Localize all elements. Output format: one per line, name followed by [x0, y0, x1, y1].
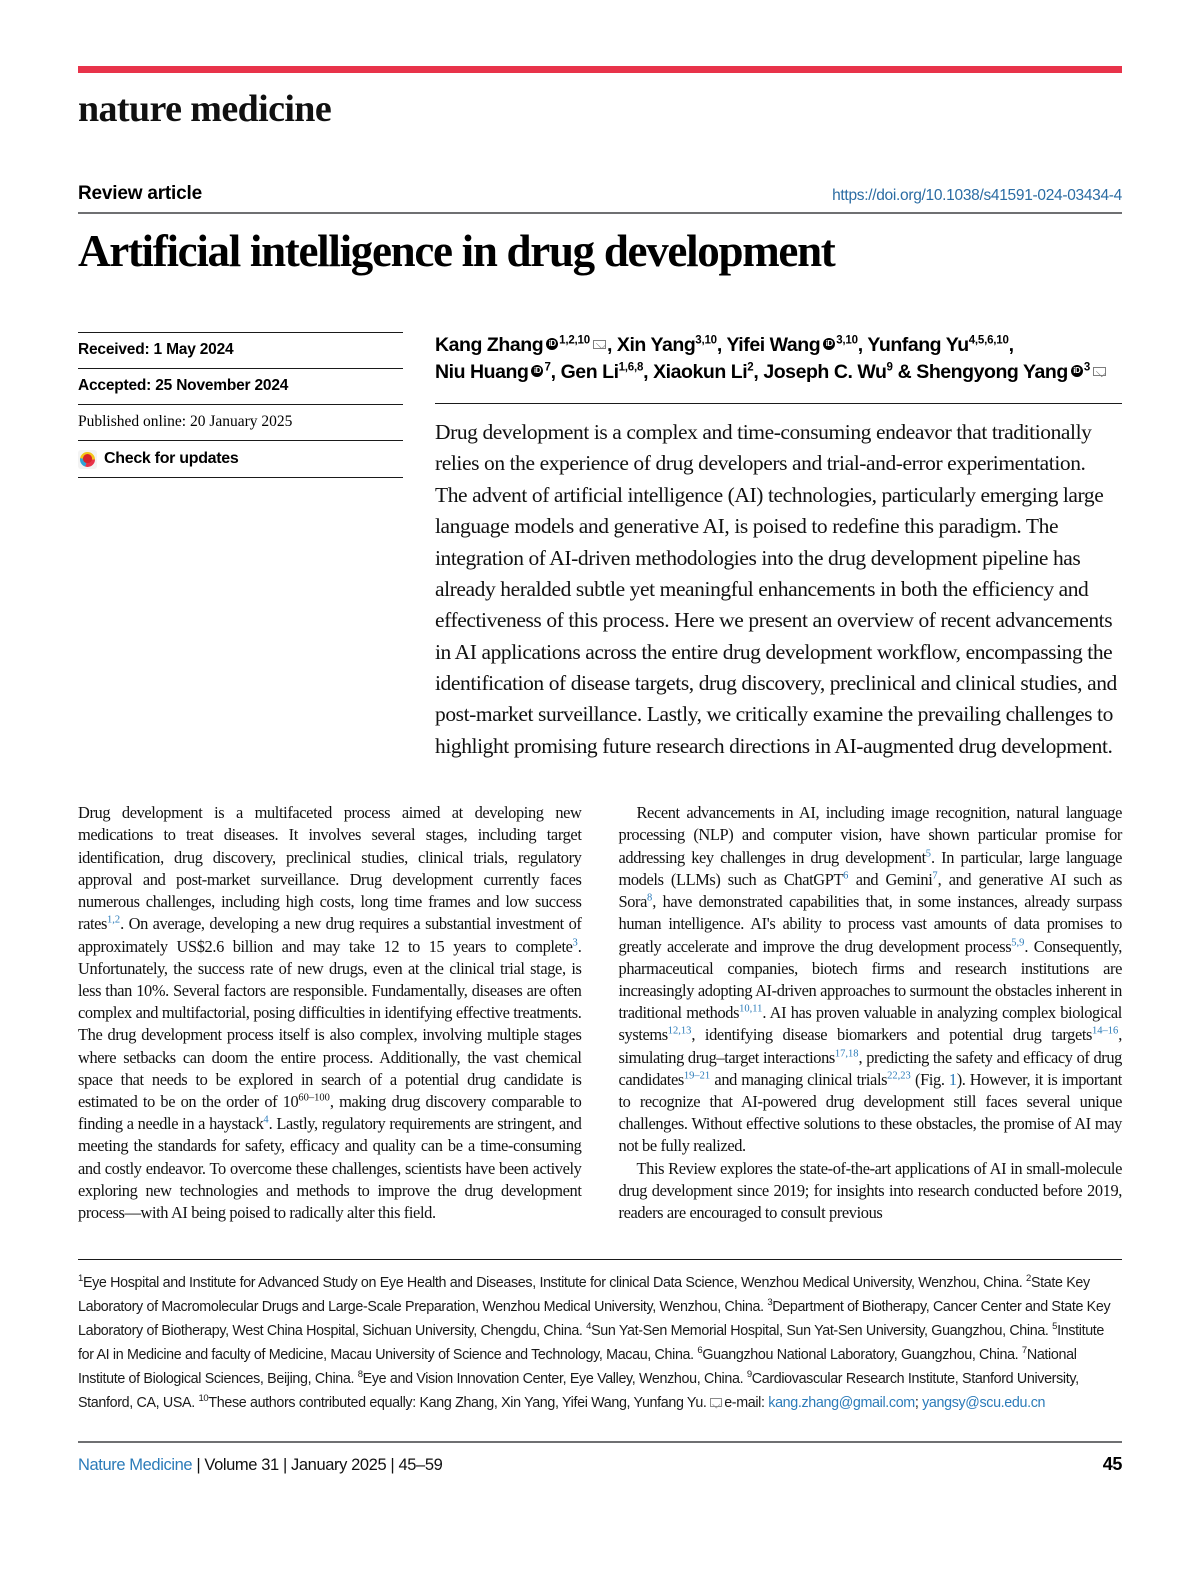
orcid-icon[interactable] [546, 338, 558, 350]
affil-marker: 8 [357, 1369, 363, 1381]
email-icon[interactable] [593, 340, 606, 349]
affil-marker: 6 [697, 1345, 703, 1357]
citation-ref[interactable]: 17,18 [834, 1048, 859, 1060]
citation-ref[interactable]: 3 [572, 937, 578, 949]
footer-volume-info: | Volume 31 | January 2025 | 45–59 [192, 1455, 443, 1474]
affil-marker: 2 [1026, 1273, 1031, 1285]
affil-marker: 9 [746, 1369, 752, 1381]
author-name: Niu Huang [435, 361, 529, 384]
text-run: . Consequently, pharmaceutical companies, biotech firms and research institutions are increasingly adopting AI-driven approaches to surmount the obstacles inherent in traditional methods [618, 936, 1122, 1023]
page-number: 45 [1102, 1453, 1122, 1474]
footer-divider [78, 1441, 1122, 1443]
text-run: , making drug discovery comparable to finding a needle in a haystack [78, 1092, 582, 1134]
affil-marker: 3 [767, 1297, 773, 1309]
author-affil-sup: 1,6,8 [618, 361, 644, 374]
text-run: , and generative AI such as Sora [618, 869, 1122, 912]
text-run: and Gemini [848, 869, 933, 889]
citation-ref[interactable]: 12,13 [667, 1025, 692, 1037]
header-divider [78, 212, 1122, 214]
author-affil-sup: 7 [544, 361, 551, 374]
affiliation-item: National Institute of Biological Sciences, Beijing, China. [78, 1346, 1077, 1387]
paragraph [78, 802, 582, 1224]
article-type-row [78, 183, 1122, 205]
citation-ref[interactable]: 19–21 [683, 1070, 711, 1082]
footer-journal-name: Nature Medicine [78, 1455, 193, 1474]
email-icon [710, 1398, 722, 1407]
author-name: , Xiaokun Li [643, 361, 748, 384]
text-run: Drug development is a multifaceted process aimed at developing new medications to treat diseases. It involves several stages, including target identification, drug discovery, preclinical studies, clinical trials, regulatory approval and post-market surveillance. Drug development currently faces numerous challenges, including high costs, long time frames and low success rates [78, 803, 582, 934]
author-affil-sup: 4,5,6,10 [968, 334, 1009, 347]
brand-rule [78, 66, 1122, 73]
crossmark-icon [78, 450, 97, 469]
affiliation-item: Institute for AI in Medicine and faculty of Medicine, Macau University of Science and Technology, Macau, China. [78, 1322, 1105, 1363]
published-date: Published online: 20 January 2025 [78, 404, 403, 440]
orcid-icon[interactable] [823, 338, 835, 350]
author-affil-sup: 1,2,10 [559, 334, 590, 347]
affil-marker: 1 [78, 1273, 83, 1285]
text-run: , identifying disease biomarkers and potential drug targets [691, 1025, 1093, 1045]
citation-ref[interactable]: 5 [925, 848, 932, 860]
abstract-divider [435, 403, 1122, 404]
affil-marker: 4 [586, 1321, 592, 1333]
exponent: 60–100 [298, 1092, 330, 1104]
email-label: e-mail: [724, 1394, 769, 1411]
text-run: . On average, developing a new drug requires a substantial investment of approximately US$2.6 billion and may take 12 to 15 years to complete [78, 914, 582, 956]
email-icon[interactable] [1093, 367, 1106, 376]
text-run: ). However, it is important to recognize that AI-powered drug development still faces several unique challenges. Without effective solutions to these obstacles, the promise of AI may not be fully realized. [618, 1069, 1122, 1156]
meta-abstract-section [78, 332, 1122, 763]
body-column-right [619, 802, 1123, 1224]
page-content [78, 0, 1122, 1475]
text-run: . Lastly, regulatory requirements are stringent, and meeting the standards for safety, efficacy and quality can be a time-consuming and costly endeavor. To overcome these challenges, scientists have been actively exploring new technologies and methods to improve the drug development process—with AI being poised to radically alter this field. [78, 1114, 582, 1223]
affiliation-item: State Key Laboratory of Macromolecular Drugs and Large-Scale Preparation, Wenzhou Medical University, Wenzhou, China. [78, 1275, 1090, 1316]
text-run: Recent advancements in AI, including image recognition, natural language processing (NLP) and computer vision, have shown particular promise for addressing key challenges in drug development [618, 803, 1122, 867]
figure-link[interactable]: 1 [948, 1069, 957, 1089]
citation-ref[interactable]: 4 [263, 1114, 269, 1126]
citation-ref[interactable]: 10,11 [739, 1003, 763, 1015]
author-name: , Yifei Wang [716, 333, 821, 356]
affiliations-block [78, 1271, 1122, 1415]
citation-ref[interactable]: 6 [843, 870, 849, 882]
orcid-icon[interactable] [531, 365, 543, 377]
body-column-left [78, 802, 582, 1224]
body-columns [78, 802, 1122, 1224]
abstract-text: Drug development is a complex and time-consuming endeavor that traditionally relies on the experience of drug developers and trial-and-error experimentation. The advent of artificial intelligence (AI) technologies, particularly emerging large language models and generative AI, is poised to redefine this paradigm. The integration of AI-driven methodologies into the drug development pipeline has already heralded subtle yet meaningful enhancements in both the efficiency and effectiveness of this process. Here we present an overview of recent advancements in AI applications across the entire drug development workflow, encompassing the identification of disease targets, drug discovery, preclinical and clinical studies, and post-market surveillance. Lastly, we critically examine the prevailing challenges to highlight promising future research directions in AI-augmented drug development. [435, 420, 1117, 758]
abstract-column [403, 332, 1122, 763]
author-list [435, 332, 1122, 387]
affiliation-item: Eye and Vision Innovation Center, Eye Valley, Wenzhou, China. [362, 1370, 747, 1387]
check-for-updates-label: Check for updates [104, 450, 239, 468]
citation-ref[interactable]: 14–16 [1092, 1025, 1119, 1037]
author-name: , Joseph C. Wu [753, 361, 887, 384]
affiliation-item: Sun Yat-Sen Memorial Hospital, Sun Yat-Sen University, Guangzhou, China. [591, 1322, 1053, 1339]
paragraph [619, 802, 1123, 1158]
text-run: . AI has proven valuable in analyzing complex biological systems [618, 1003, 1122, 1045]
author-affil-sup: 3,10 [836, 334, 858, 347]
affiliation-item: Eye Hospital and Institute for Advanced Study on Eye Health and Diseases, Institute for clinical Data Science, Wenzhou Medical University, Wenzhou, China. [82, 1275, 1027, 1292]
text-run: . Unfortunately, the success rate of new drugs, even at the clinical trial stage, is less than 10%. Several factors are responsible. Fundamentally, diseases are often complex and multifactorial, posing difficulties in identifying effective treatments. The drug development process itself is also complex, involving multiple stages where setbacks can doom the entire process. Additionally, the vast chemical space that needs to be explored in search of a potential drug candidate is estimated to be on the order of 10 [78, 936, 582, 1112]
citation-ref[interactable]: 7 [932, 870, 938, 882]
accepted-date: Accepted: 25 November 2024 [78, 368, 403, 404]
affil-marker: 7 [1021, 1345, 1027, 1357]
author-name: , Yunfang Yu [857, 333, 969, 356]
text-run: , have demonstrated capabilities that, in some instances, already surpass human intelligence. AI's ability to process vast amounts of data promises to greatly accelerate and improve the drug development process [618, 892, 1122, 956]
citation-ref[interactable]: 5,9 [1011, 937, 1025, 949]
text-run: and managing clinical trials [710, 1069, 888, 1089]
text-run: . In particular, large language models (LLMs) such as ChatGPT [618, 847, 1123, 889]
author-name: & Shengyong Yang [892, 361, 1068, 384]
author-name: , Xin Yang [606, 333, 696, 356]
footer-citation [78, 1456, 442, 1475]
journal-masthead: nature medicine [78, 88, 332, 130]
author-name: Kang Zhang [435, 333, 544, 356]
email-link-secondary[interactable]: yangsy@scu.edu.cn [922, 1394, 1046, 1411]
text-run: , simulating drug–target interactions [618, 1025, 1122, 1067]
citation-ref[interactable]: 8 [647, 892, 653, 904]
article-type-label: Review article [78, 183, 202, 204]
author-affil-sup: 3,10 [695, 334, 717, 347]
paragraph: This Review explores the state-of-the-art applications of AI in small-molecule drug development since 2019; for insights into research conducted before 2019, readers are encouraged to consult previous [618, 1158, 1122, 1223]
doi-link[interactable]: https://doi.org/10.1038/s41591-024-03434-4 [832, 187, 1122, 204]
affiliation-item: Department of Biotherapy, Cancer Center and State Key Laboratory of Biotherapy, West China Hospital, Sichuan University, Chengdu, China. [78, 1299, 1111, 1339]
author-affil-sup: 3 [1083, 361, 1091, 374]
text-run: , predicting the safety and efficacy of drug candidates [618, 1047, 1122, 1089]
text-run: (Fig. [910, 1069, 949, 1089]
author-affil-sup: 2 [747, 361, 754, 374]
citation-ref[interactable]: 1,2 [107, 914, 121, 926]
affil-marker: 5 [1052, 1321, 1058, 1333]
received-date: Received: 1 May 2024 [78, 332, 403, 368]
page-title: Artificial intelligence in drug development [78, 226, 835, 276]
page-footer [78, 1454, 1122, 1475]
affiliation-item: Guangzhou National Laboratory, Guangzhou, China. [702, 1346, 1022, 1363]
affil-marker: 10 [198, 1392, 209, 1404]
affiliations-divider [78, 1259, 1122, 1260]
affiliation-item: These authors contributed equally: Kang Zhang, Xin Yang, Yifei Wang, Yunfang Yu. [208, 1394, 711, 1411]
email-separator: ; [914, 1394, 923, 1411]
author-name: , Gen Li [550, 361, 619, 384]
author-affil-sup: 9 [886, 361, 893, 374]
orcid-icon[interactable] [1071, 365, 1083, 377]
affiliation-item: Cardiovascular Research Institute, Stanford University, Stanford, CA, USA. [78, 1370, 1079, 1411]
check-for-updates[interactable] [78, 440, 403, 478]
citation-ref[interactable]: 22,23 [887, 1070, 911, 1082]
email-link-primary[interactable]: kang.zhang@gmail.com [768, 1394, 915, 1411]
publication-meta-column [78, 332, 403, 763]
author-separator: , [1008, 333, 1014, 356]
